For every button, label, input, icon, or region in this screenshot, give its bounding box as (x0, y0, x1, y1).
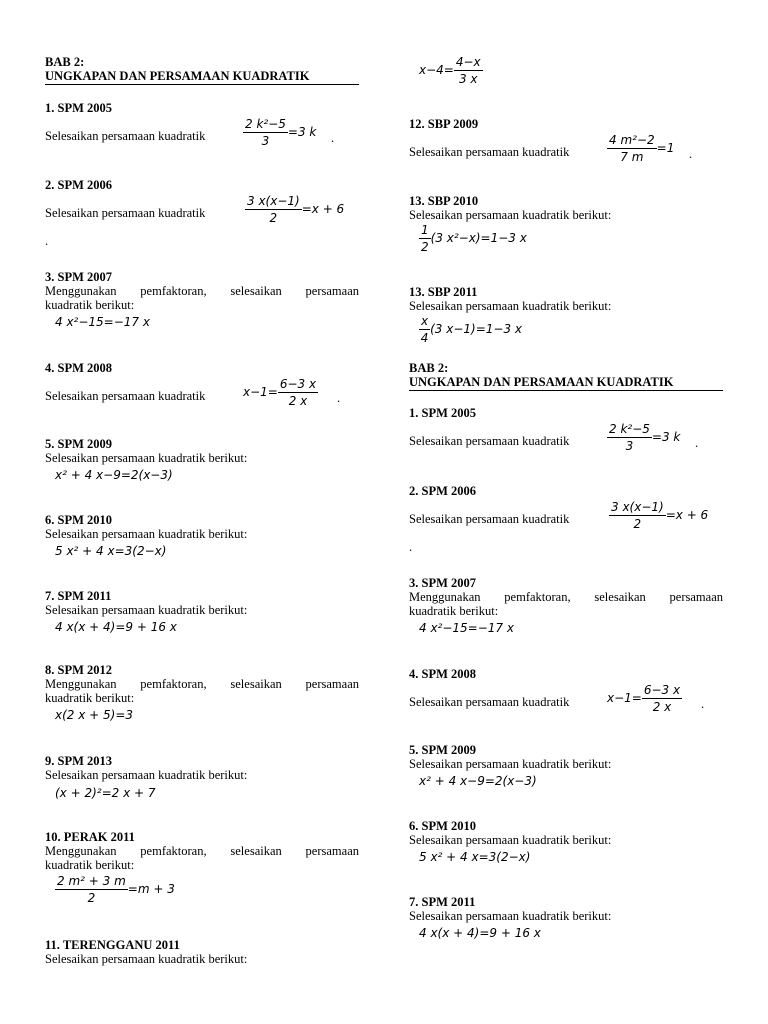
question-heading: 6. SPM 2010 (45, 513, 113, 527)
question-text-cont: kuadratik berikut: (45, 298, 135, 312)
fraction-numerator: 4−x (455, 55, 481, 69)
question-10 (45, 830, 359, 905)
equation: x² + 4 x−9=2(x−3) (55, 468, 173, 482)
equation: 5 x² + 4 x=3(2−x) (55, 544, 167, 558)
question-text: Selesaikan persamaan kuadratik (409, 695, 570, 709)
question-12 (409, 117, 723, 169)
question-text: Menggunakan pemfaktoran, selesaikan persamaan (409, 590, 723, 604)
fraction-denominator: 4 (420, 331, 429, 345)
question-text: Selesaikan persamaan kuadratik berikut: (409, 833, 612, 847)
question-heading: 9. SPM 2013 (45, 754, 113, 768)
equation-rhs: =x + 6 (665, 508, 709, 522)
question-text: Selesaikan persamaan kuadratik berikut: (409, 299, 612, 313)
fraction-denominator: 3 (261, 134, 270, 148)
question-heading: 5. SPM 2009 (45, 437, 113, 451)
question-text: Selesaikan persamaan kuadratik (409, 434, 570, 448)
question-2 (409, 484, 723, 554)
question-4 (45, 361, 359, 413)
trailing-dot: . (45, 234, 49, 248)
question-text: Selesaikan persamaan kuadratik berikut: (45, 952, 248, 966)
equation (607, 133, 674, 164)
question-text-cont: kuadratik berikut: (409, 604, 499, 618)
equation-lhs: x−1= (607, 691, 642, 705)
question-heading: 8. SPM 2012 (45, 663, 113, 677)
fraction-denominator: 2 (421, 240, 429, 254)
question-heading: 11. TERENGGANU 2011 (45, 938, 180, 952)
question-2 (45, 178, 359, 248)
question-heading: 5. SPM 2009 (409, 743, 477, 757)
equation-lhs: x−1= (243, 385, 278, 399)
fraction-numerator: 1 (421, 223, 429, 237)
question-text: Selesaikan persamaan kuadratik berikut: (45, 768, 248, 782)
question-3 (409, 576, 723, 635)
equation (243, 117, 316, 148)
trailing-dot: . (409, 540, 413, 554)
question-5 (45, 437, 359, 482)
question-heading: 7. SPM 2011 (45, 589, 112, 603)
equation: 4 x²−15=−17 x (55, 315, 150, 329)
question-11-equation (409, 55, 723, 86)
question-text: Selesaikan persamaan kuadratik (409, 512, 570, 526)
question-text: Selesaikan persamaan kuadratik berikut: (45, 527, 248, 541)
question-heading: 12. SBP 2009 (409, 117, 479, 131)
question-text: Selesaikan persamaan kuadratik berikut: (409, 208, 612, 222)
question-text: Selesaikan persamaan kuadratik (45, 129, 206, 143)
equation-rhs: =3 k (651, 430, 681, 444)
question-text: Selesaikan persamaan kuadratik (45, 206, 206, 220)
chapter-number: BAB 2: (409, 361, 449, 375)
fraction-numerator: 2 k²−5 (609, 422, 650, 436)
question-6 (45, 513, 359, 558)
fraction-numerator: 3 x(x−1) (247, 194, 300, 208)
fraction-numerator: 2 k²−5 (245, 117, 286, 131)
fraction-numerator: x (421, 314, 429, 328)
chapter-title: UNGKAPAN DAN PERSAMAAN KUADRATIK (45, 69, 359, 85)
trailing-dot: . (689, 147, 693, 161)
equation-rhs: =m + 3 (127, 882, 175, 896)
question-text: Menggunakan pemfaktoran, selesaikan persamaan (45, 677, 359, 691)
equation: (x + 2)²=2 x + 7 (55, 786, 156, 800)
question-text: Menggunakan pemfaktoran, selesaikan persamaan (45, 844, 359, 858)
fraction-denominator: 2 (269, 211, 278, 225)
question-3 (45, 270, 359, 329)
chapter-number: BAB 2: (45, 55, 85, 69)
question-heading: 3. SPM 2007 (409, 576, 477, 590)
question-heading: 2. SPM 2006 (45, 178, 113, 192)
question-heading: 1. SPM 2005 (409, 406, 477, 420)
question-text: Menggunakan pemfaktoran, selesaikan persamaan (45, 284, 359, 298)
fraction-denominator: 2 (633, 517, 642, 531)
question-heading: 7. SPM 2011 (409, 895, 476, 909)
equation (607, 683, 682, 714)
question-text: Selesaikan persamaan kuadratik berikut: (409, 909, 612, 923)
equation (409, 314, 723, 345)
question-heading: 4. SPM 2008 (45, 361, 113, 375)
question-4 (409, 667, 723, 719)
question-text-cont: kuadratik berikut: (45, 691, 135, 705)
equation: x² + 4 x−9=2(x−3) (419, 774, 537, 788)
question-11 (45, 938, 359, 966)
equation-rhs: (3 x²−x)=1−3 x (430, 231, 527, 245)
question-heading: 13. SBP 2011 (409, 285, 478, 299)
question-heading: 3. SPM 2007 (45, 270, 113, 284)
fraction-numerator: 3 x(x−1) (611, 500, 664, 514)
question-1 (45, 101, 359, 153)
chapter-title: UNGKAPAN DAN PERSAMAAN KUADRATIK (409, 375, 723, 391)
equation: x(2 x + 5)=3 (55, 708, 134, 722)
equation (409, 223, 723, 254)
equation (409, 55, 723, 86)
chapter-header (45, 55, 359, 85)
equation (45, 874, 359, 905)
question-13-sbp-2010 (409, 194, 723, 254)
equation-rhs: (3 x−1)=1−3 x (430, 322, 523, 336)
fraction-denominator: 3 x (458, 72, 478, 86)
question-text: Selesaikan persamaan kuadratik berikut: (45, 603, 248, 617)
fraction-numerator: 2 m² + 3 m (57, 874, 126, 888)
question-text: Selesaikan persamaan kuadratik berikut: (409, 757, 612, 771)
question-13-sbp-2011 (409, 285, 723, 345)
equation-rhs: =3 k (287, 125, 317, 139)
trailing-dot: . (701, 697, 705, 711)
question-heading: 6. SPM 2010 (409, 819, 477, 833)
trailing-dot: . (331, 131, 335, 145)
question-heading: 2. SPM 2006 (409, 484, 477, 498)
fraction-denominator: 2 x (652, 700, 672, 714)
question-heading: 1. SPM 2005 (45, 101, 113, 115)
question-7 (409, 895, 723, 940)
equation-rhs: =x + 6 (301, 202, 345, 216)
question-text: Selesaikan persamaan kuadratik berikut: (45, 451, 248, 465)
question-1 (409, 406, 723, 458)
equation: 4 x(x + 4)=9 + 16 x (55, 620, 177, 634)
trailing-dot: . (695, 436, 699, 450)
question-heading: 13. SBP 2010 (409, 194, 479, 208)
question-text-cont: kuadratik berikut: (45, 858, 135, 872)
question-heading: 10. PERAK 2011 (45, 830, 135, 844)
question-7 (45, 589, 359, 634)
equation: 4 x(x + 4)=9 + 16 x (419, 926, 541, 940)
question-9 (45, 754, 359, 800)
chapter-header (409, 361, 723, 391)
question-text: Selesaikan persamaan kuadratik (409, 145, 570, 159)
question-8 (45, 663, 359, 722)
question-heading: 4. SPM 2008 (409, 667, 477, 681)
equation: 4 x²−15=−17 x (419, 621, 514, 635)
equation (609, 500, 708, 531)
fraction-denominator: 7 m (620, 150, 644, 164)
equation (243, 377, 318, 408)
equation-rhs: =1 (656, 141, 675, 155)
equation (245, 194, 344, 225)
fraction-numerator: 4 m²−2 (609, 133, 655, 147)
equation (607, 422, 680, 453)
question-6 (409, 819, 723, 864)
trailing-dot: . (337, 391, 341, 405)
question-text: Selesaikan persamaan kuadratik (45, 389, 206, 403)
fraction-numerator: 6−3 x (279, 377, 317, 391)
equation-lhs: x−4= (419, 63, 454, 77)
fraction-denominator: 3 (625, 439, 634, 453)
fraction-denominator: 2 (87, 891, 96, 905)
fraction-denominator: 2 x (288, 394, 308, 408)
equation: 5 x² + 4 x=3(2−x) (419, 850, 531, 864)
fraction-numerator: 6−3 x (643, 683, 681, 697)
question-5 (409, 743, 723, 788)
